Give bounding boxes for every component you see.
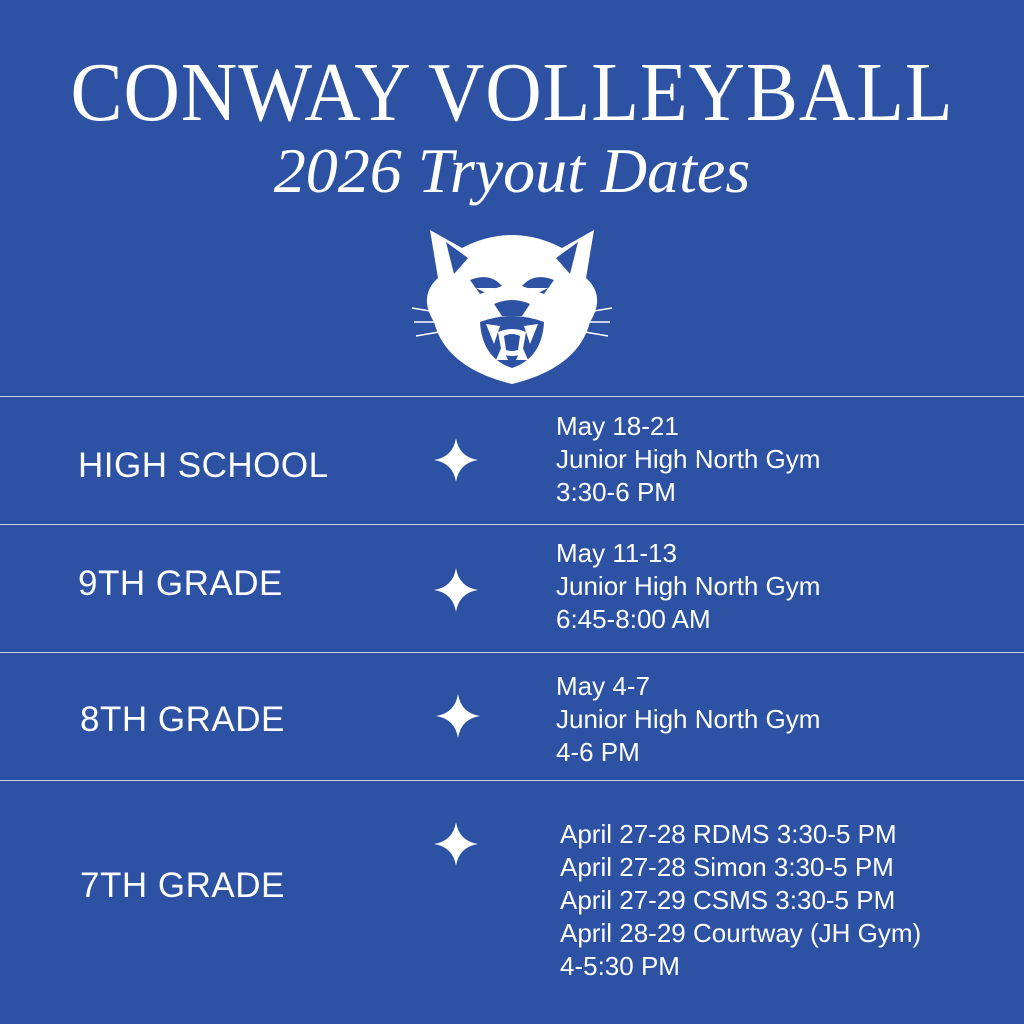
row-label-high-school: HIGH SCHOOL bbox=[78, 446, 329, 485]
four-point-star-icon bbox=[432, 566, 480, 614]
row-label-7th-grade: 7TH GRADE bbox=[80, 866, 285, 905]
four-point-star-icon bbox=[434, 692, 482, 740]
four-point-star-icon bbox=[432, 436, 480, 484]
detail-line: May 11-13 bbox=[556, 538, 677, 568]
row-details-9th-grade bbox=[556, 537, 820, 636]
panther-head-icon bbox=[410, 218, 614, 386]
row-details-7th-grade bbox=[560, 818, 921, 983]
detail-line: April 27-28 Simon 3:30-5 PM bbox=[560, 852, 894, 882]
four-point-star-icon bbox=[432, 820, 480, 868]
detail-line: Junior High North Gym bbox=[556, 571, 821, 601]
row-details-8th-grade bbox=[556, 670, 820, 769]
detail-line: May 4-7 bbox=[556, 671, 650, 701]
row-label-9th-grade: 9TH GRADE bbox=[78, 564, 283, 603]
detail-line: 6:45-8:00 AM bbox=[556, 604, 711, 634]
detail-line: 4-5:30 PM bbox=[560, 951, 680, 981]
row-divider bbox=[0, 652, 1024, 653]
detail-line: May 18-21 bbox=[556, 411, 679, 441]
detail-line: 4-6 PM bbox=[556, 737, 640, 767]
page-subtitle: 2026 Tryout Dates bbox=[273, 135, 751, 206]
row-divider bbox=[0, 780, 1024, 781]
detail-line: April 27-29 CSMS 3:30-5 PM bbox=[560, 885, 896, 915]
detail-line: Junior High North Gym bbox=[556, 704, 821, 734]
row-details-high-school bbox=[556, 410, 820, 509]
row-divider bbox=[0, 396, 1024, 397]
detail-line: 3:30-6 PM bbox=[556, 477, 676, 507]
row-divider bbox=[0, 524, 1024, 525]
detail-line: April 28-29 Courtway (JH Gym) bbox=[560, 918, 922, 948]
row-label-8th-grade: 8TH GRADE bbox=[80, 700, 285, 739]
detail-line: April 27-28 RDMS 3:30-5 PM bbox=[560, 819, 897, 849]
page-title: CONWAY VOLLEYBALL bbox=[70, 46, 954, 139]
detail-line: Junior High North Gym bbox=[556, 444, 821, 474]
